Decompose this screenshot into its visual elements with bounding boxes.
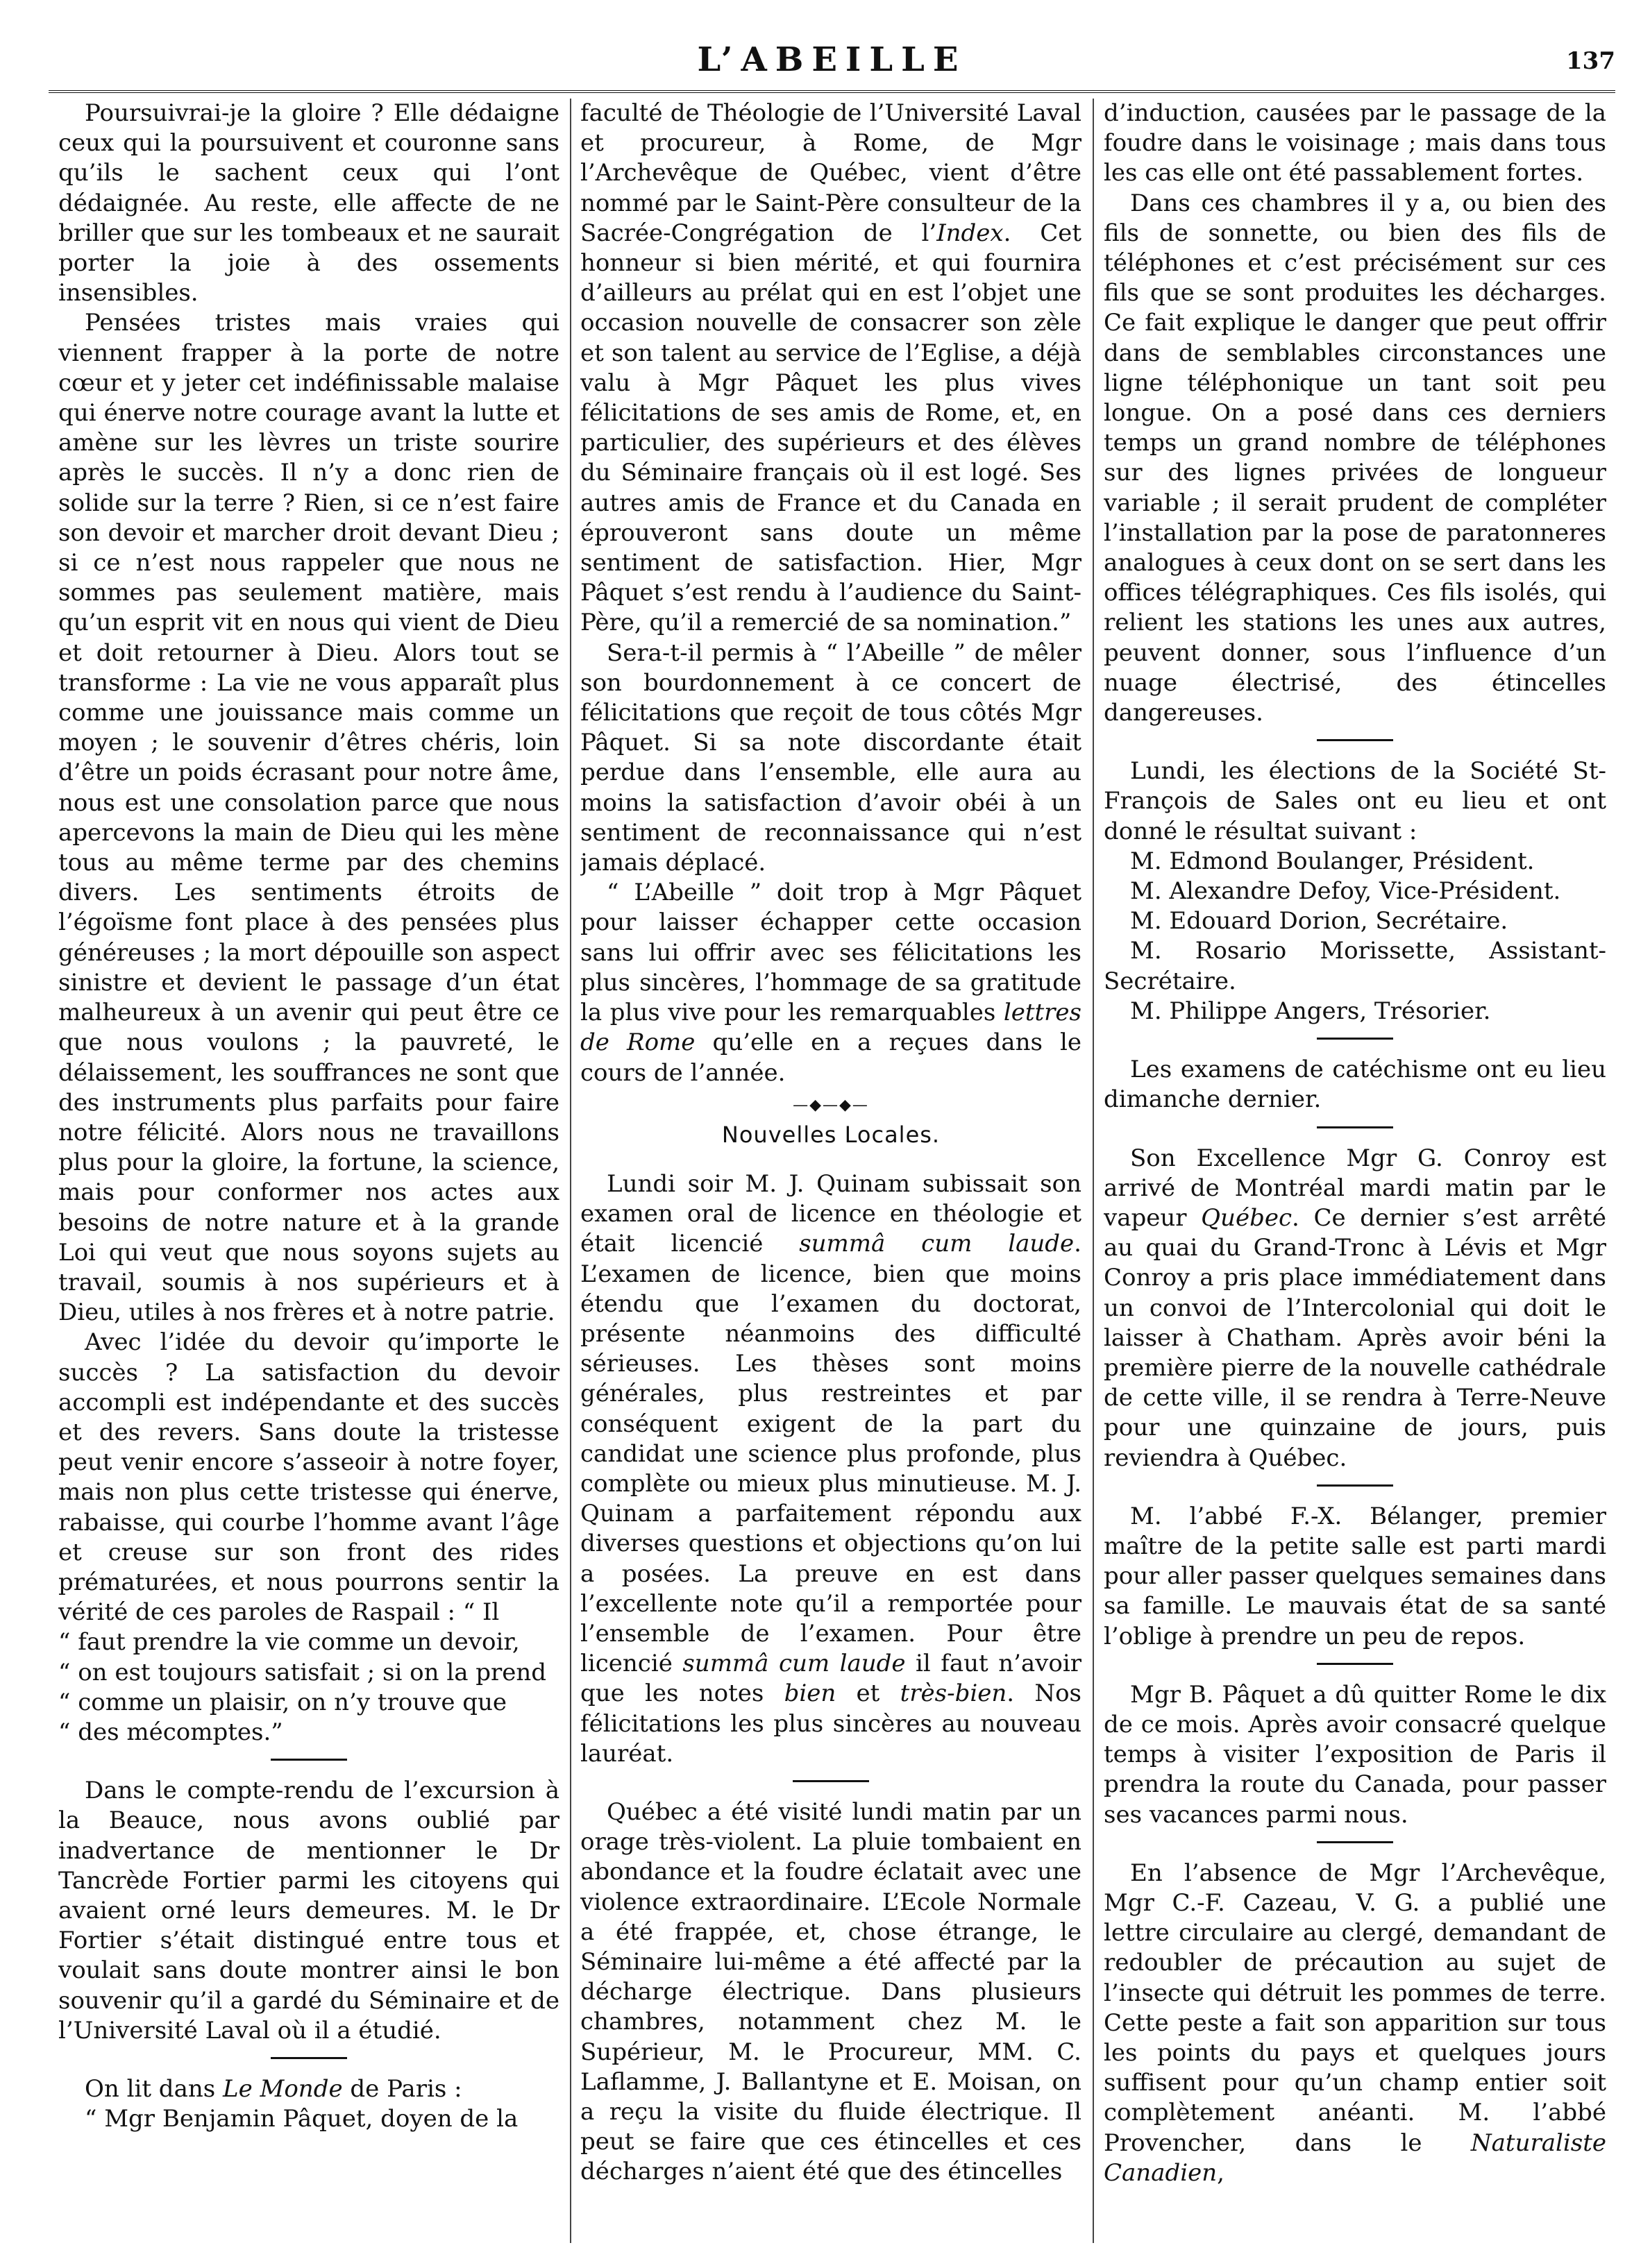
section-rule xyxy=(793,1780,869,1782)
section-rule xyxy=(1317,739,1393,741)
section-rule xyxy=(1317,1126,1393,1128)
quote-line: “ des mécomptes.” xyxy=(58,1718,283,1746)
paragraph-abeille-gratitude xyxy=(580,878,1081,1088)
text-span: de Paris : xyxy=(342,2075,462,2103)
paragraph-paquet-quote xyxy=(580,99,1081,638)
officer-entry: M. Edmond Boulanger, Président. xyxy=(1130,847,1535,875)
text-span: et xyxy=(836,1679,900,1708)
paragraph-catechisme: Les examens de catéchisme ont eu lieu dimanche dernier. xyxy=(1104,1056,1606,1114)
quote-line: “ on est toujours satisfait ; si on la prend xyxy=(58,1658,547,1686)
text-span: Son Excellence Mgr G. Conroy est arrivé de Montréal mardi matin par le vapeur xyxy=(1104,1144,1606,1232)
column-middle xyxy=(580,99,1081,2243)
text-span: On lit dans xyxy=(85,2075,223,2103)
paragraph-belanger: M. l’abbé F.-X. Bélanger, premier maître de la petite salle est parti mardi pour aller passer quelques semaines dans sa famille. Le mauvais état de sa santé l’oblige à prendre un peu de repos. xyxy=(1104,1502,1606,1650)
text-span: . Nos félicitations les plus sincères au nouveau lauréat. xyxy=(580,1679,1081,1768)
section-rule xyxy=(1317,1841,1393,1843)
text-span: faculté de Théologie de l’Université Laval et procureur, à Rome, de Mgr l’Archevêque de Québec, vient d’être nommé par le Saint-Père consulteur de la Sacrée-Congrégation de l’ xyxy=(580,99,1081,247)
officer-list xyxy=(1104,847,1606,1026)
italic-note: très-bien xyxy=(900,1679,1007,1708)
paragraph-monde-intro xyxy=(58,2074,559,2104)
officer-entry: M. Philippe Angers, Trésorier. xyxy=(1130,997,1491,1025)
text-span: . L’examen de licence, bien que moins étendu que l’examen du doctorat, présente néanmoins des difficulté sérieuses. Les thèses sont moins générales, plus restreintes et par conséquent exigent de la part du candidat une science plus profonde, plus complète ou mieux plus minutieuse. M. J. Quinam a parfaitement répondu aux diverses questions et objections qu’on lui a posées. La preuve en est dans l’excellente note qu’il a remportée pour l’ensemble de l’examen. Pour être licencié xyxy=(580,1230,1081,1678)
section-rule xyxy=(1317,1038,1393,1040)
paragraph-abeille-permis: Sera-t-il permis à “ l’Abeille ” de mêler son bourdonnement à ce concert de félicitations que reçoit de tous côtés Mgr Pâquet. Si sa note discordante était perdue dans l’ensemble, elle aura au moins la satisfaction d’avoir obéi à un sentiment de reconnaissance qui n’est jamais déplacé. xyxy=(580,638,1081,877)
journal-name: Le Monde xyxy=(223,2075,343,2103)
italic-latin: summâ cum laude xyxy=(682,1650,906,1678)
paragraph-conroy xyxy=(1104,1144,1606,1473)
column-divider xyxy=(570,99,571,2243)
paragraph-telephones: Dans ces chambres il y a, ou bien des fils de sonnette, ou bien des fils de téléphones et c’est précisément sur ces fils que se sont produites les décharges. Ce fait explique le danger que peut offrir dans de semblables circonstances une ligne téléphonique un tant soit peu longue. On a posé dans ces derniers temps un grand nombre de téléphones sur des lignes privées de longueur variable ; il serait prudent de compléter l’installation par la pose de paratonneres analogues à ceux dont on se sert dans les offices télégraphiques. Ces fils isolés, qui relient les stations les unes aux autres, peuvent donner, sous l’influence d’un nuage électrisé, des étincelles dangereuses. xyxy=(1104,189,1606,727)
masthead-title: L’ABEILLE xyxy=(697,40,967,79)
text-span: qu’elle en a reçues dans le cours de l’année. xyxy=(580,1029,1081,1087)
paragraph-induction: d’induction, causées par le passage de la foudre dans le voisinage ; mais dans tous les cas elle ont été passablement fortes. xyxy=(1104,99,1606,187)
italic-lettres: lettres de Rome xyxy=(580,999,1081,1057)
paragraph-cazeau xyxy=(1104,1859,1606,2188)
ornament-rule: —◆—◆— xyxy=(793,1096,869,1114)
section-title: Nouvelles Locales. xyxy=(721,1121,941,1148)
quote-line: “ comme un plaisir, on n’y trouve que xyxy=(58,1688,507,1716)
article-columns xyxy=(58,99,1606,2243)
italic-index: Index xyxy=(936,219,1004,247)
text-span: En l’absence de Mgr l’Archevêque, Mgr C.-F. Cazeau, V. G. a publié une lettre circulaire au clergé, demandant de redoubler de précaution au sujet de l’insecte qui détruit les pommes de terre. Cette peste a fait son apparition sur tous les points du pays et quelques jours suffisent pour qu’un champ entier soit complètement anéanti. M. l’abbé Provencher, dans le xyxy=(1104,1859,1606,2157)
text-span: il faut n’avoir que les notes xyxy=(580,1650,1081,1708)
section-rule xyxy=(1317,1663,1393,1665)
paragraph-gloire: Poursuivrai-je la gloire ? Elle dédaigne ceux qui la poursuivent et couronne sans qu’ils le sachent ceux qui l’ont dédaignée. Au reste, elle affecte de ne briller que sur les tombeaux et ne saurait porter la joie à des ossements insensibles. xyxy=(58,99,559,307)
italic-note: bien xyxy=(784,1679,836,1708)
italic-latin: summâ cum laude xyxy=(799,1230,1075,1258)
paragraph-beauce: Dans le compte-rendu de l’excursion à la Beauce, nous avons oublié par inadvertance de mentionner le Dr Tancrède Fortier parmi les citoyens qui avaient orné leurs demeures. M. le Dr Fortier s’était distingué entre tous et voulait sans doute montrer ainsi le bon souvenir qu’il a gardé du Séminaire et de l’Université Laval où il a étudié. xyxy=(58,1777,559,2045)
column-divider xyxy=(1093,99,1094,2243)
paragraph-paquet-quote-start: “ Mgr Benjamin Pâquet, doyen de la xyxy=(85,2105,519,2133)
section-rule xyxy=(1317,1484,1393,1487)
page-header xyxy=(49,40,1615,89)
italic-journal: Naturaliste Canadien xyxy=(1104,2129,1606,2187)
text-span: , xyxy=(1217,2158,1224,2187)
section-rule xyxy=(271,1759,347,1761)
quote-line: “ faut prendre la vie comme un devoir, xyxy=(58,1628,520,1657)
column-left xyxy=(58,99,559,2243)
paragraph-quinam xyxy=(580,1169,1081,1769)
paragraph-paquet-rome: Mgr B. Pâquet a dû quitter Rome le dix de ce mois. Après avoir consacré quelque temps à visiter l’exposition de Paris il prendra la route du Canada, pour passer ses vacances parmi nous. xyxy=(1104,1680,1606,1829)
page-number: 137 xyxy=(1566,47,1615,75)
column-right xyxy=(1104,99,1606,2243)
text-span: . Ce dernier s’est arrêté au quai du Grand-Tronc à Lévis et Mgr Conroy a pris place immédiatement dans un convoi de l’Intercolonial qui doit le laisser à Chatham. Après avoir béni la première pierre de la nouvelle cathédrale de cette ville, il se rendra à Terre-Neuve pour une quinzaine de jours, puis reviendra à Québec. xyxy=(1104,1203,1606,1472)
text-span: “ L’Abeille ” doit trop à Mgr Pâquet pour laisser échapper cette occasion sans lui offrir avec ses félicitations les plus sincères, l’hommage de sa gratitude la plus vive pour les remarquables xyxy=(580,879,1081,1027)
italic-vessel: Québec xyxy=(1201,1203,1292,1232)
text-span: . Cet honneur si bien mérité, et qui fournira d’ailleurs au prélat qui en est l’objet une occasion nouvelle de consacrer son zèle et son talent au service de l’Eglise, a déjà valu à Mgr Pâquet les plus vives félicitations de ses amis de Rome, et, en particulier, des supérieurs et des élèves du Séminaire français où il est logé. Ses autres amis de France et du Canada en éprouveront sans doute un même sentiment de satisfaction. Hier, Mgr Pâquet s’est rendu à l’audience du Saint-Père, qu’il a remercié de sa nomination.” xyxy=(580,219,1081,637)
paragraph-devoir: Avec l’idée du devoir qu’importe le succès ? La satisfaction du devoir accompli est indépendante et des succès et des revers. Sans doute la tristesse peut venir encore s’asseoir à notre foyer, mais non plus cette tristesse qui énerve, rabaisse, qui courbe l’homme avant l’âge et creuse sur son front des rides prématurées, et nous pourrons sentir la vérité de ces paroles de Raspail : “ Il xyxy=(58,1328,559,1627)
paragraph-orage: Québec a été visité lundi matin par un orage très-violent. La pluie tombaient en abondance et la foudre éclatait avec une violence extraordinaire. L’Ecole Normale a été frappée, et, chose étrange, le Séminaire lui-même a été affecté par la décharge électrique. Dans plusieurs chambres, notamment chez M. le Supérieur, M. le Procureur, MM. C. Laflamme, J. Ballantyne et E. Moisan, on a reçu la visite du fluide électrique. Il peut se faire que ces étincelles et ces décharges n’aient été que des étincelles xyxy=(580,1797,1081,2186)
header-rule xyxy=(49,90,1615,93)
officer-entry: M. Edouard Dorion, Secrétaire. xyxy=(1130,907,1508,936)
paragraph-elections: Lundi, les élections de la Société St-François de Sales ont eu lieu et ont donné le résultat suivant : xyxy=(1104,757,1606,845)
paragraph-pensees: Pensées tristes mais vraies qui viennent frapper à la porte de notre cœur et y jeter cet indéfinissable malaise qui énerve notre courage avant la lutte et amène sur les lèvres un triste sourire après le succès. Il n’y a donc rien de solide sur la terre ? Rien, si ce n’est faire son devoir et marcher droit devant Dieu ; si ce n’est nous rappeler que nous ne sommes pas seulement matière, mais qu’un esprit vit en nous qui vient de Dieu et doit retourner à Dieu. Alors tout se transforme : La vie ne vous apparaît plus comme une jouissance mais comme un moyen ; le souvenir d’êtres chéris, loin d’être un poids écrasant pour notre âme, nous est une consolation parce que nous apercevons la main de Dieu qui les mène tous au même terme par des chemins divers. Les sentiments étroits de l’égoïsme font place à des pensées plus généreuses ; la mort dépouille son aspect sinistre et devient le passage d’un état malheureux à un avenir qui peut être ce que nous voulons ; la pauvreté, le délaissement, les souffrances ne sont que des instruments plus parfaits pour faire notre félicité. Alors nous ne travaillons plus pour la gloire, la fortune, la science, mais pour conformer nos actes aux besoins de notre nature et à la grande Loi qui veut que nous soyons sujets au travail, soumis à nos supérieurs et à Dieu, utiles à nos frères et à notre patrie. xyxy=(58,309,559,1327)
officer-entry: M. Rosario Morissette, Assistant-Secrétaire. xyxy=(1104,937,1606,995)
officer-entry: M. Alexandre Defoy, Vice-Président. xyxy=(1130,877,1561,906)
text-span: Lundi soir M. J. Quinam subissait son examen oral de licence en théologie et était licencié xyxy=(580,1169,1081,1258)
section-rule xyxy=(271,2057,347,2059)
